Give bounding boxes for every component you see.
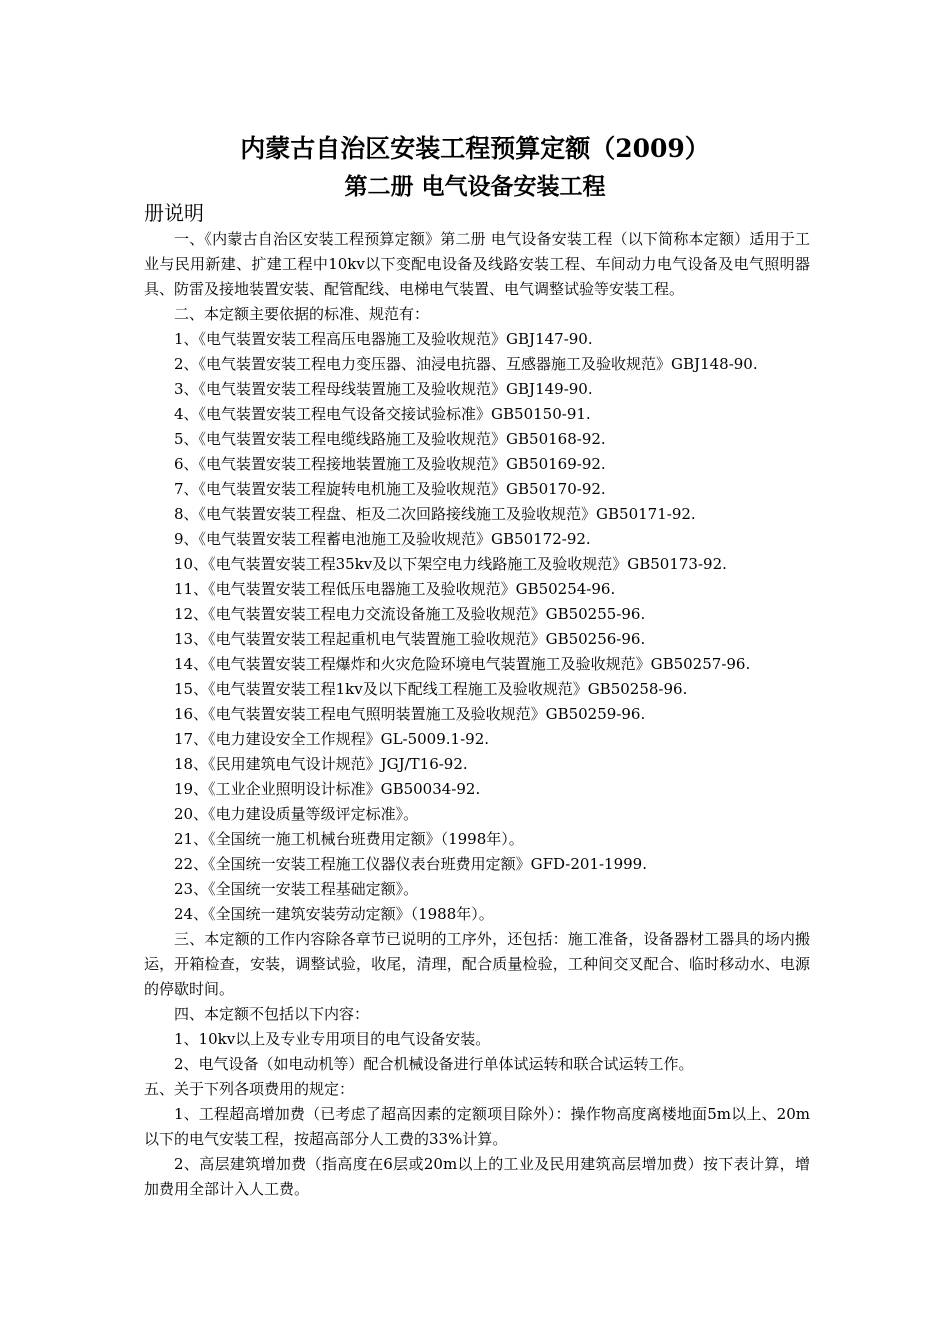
- section-heading: 册说明: [144, 201, 204, 225]
- standard-item: 8、《电气装置安装工程盘、柜及二次回路接线施工及验收规范》GB50171-92.: [174, 505, 696, 523]
- standard-item: 15、《电气装置安装工程1kv及以下配线工程施工及验收规范》GB50258-96.: [174, 680, 688, 698]
- standard-item: 4、《电气装置安装工程电气设备交接试验标准》GB50150-91.: [174, 405, 591, 423]
- document-subtitle: 第二册 电气设备安装工程: [344, 173, 606, 200]
- standard-item: 17、《电力建设安全工作规程》GL-5009.1-92.: [174, 730, 490, 748]
- standard-item: 23、《全国统一安装工程基础定额》。: [174, 880, 419, 898]
- standard-item: 20、《电力建设质量等级评定标准》。: [174, 805, 419, 823]
- standard-item: 7、《电气装置安装工程旋转电机施工及验收规范》GB50170-92.: [174, 480, 606, 498]
- paragraph-fees: 五、关于下列各项费用的规定：: [144, 1080, 355, 1098]
- standard-item: 22、《全国统一安装工程施工仪器仪表台班费用定额》GFD-201-1999.: [174, 855, 647, 873]
- paragraph-work-content: 三、本定额的工作内容除各章节已说明的工序外，还包括：施工准备，设备器材工器具的场内搬运，开箱检查，安装，调整试验，收尾，清理，配合质量检验，工种间交叉配合、临时移动水、电源的停歇时间。: [144, 930, 810, 998]
- standard-item: 3、《电气装置安装工程母线装置施工及验收规范》GBJ149-90.: [174, 380, 593, 398]
- standards-list: [144, 327, 810, 927]
- paragraph-standards-intro: 二、本定额主要依据的标准、规范有：: [174, 305, 430, 323]
- standard-item: 16、《电气装置安装工程电气照明装置施工及验收规范》GB50259-96.: [174, 705, 646, 723]
- document-body: [144, 227, 810, 1202]
- standard-item: 13、《电气装置安装工程起重机电气装置施工验收规范》GB50256-96.: [174, 630, 646, 648]
- standard-item: 10、《电气装置安装工程35kv及以下架空电力线路施工及验收规范》GB50173-92.: [174, 555, 727, 573]
- standard-item: 11、《电气装置安装工程低压电器施工及验收规范》GB50254-96.: [174, 580, 616, 598]
- standard-item: 2、《电气装置安装工程电力变压器、油浸电抗器、互感器施工及验收规范》GBJ148-90.: [174, 355, 758, 373]
- standard-item: 12、《电气装置安装工程电力交流设备施工及验收规范》GB50255-96.: [174, 605, 646, 623]
- standard-item: 18、《民用建筑电气设计规范》JGJ/T16-92.: [174, 755, 468, 773]
- exclusion-item: 2、电气设备（如电动机等）配合机械设备进行单体试运转和联合试运转工作。: [174, 1055, 694, 1073]
- fee-item: 2、高层建筑增加费（指高度在6层或20m以上的工业及民用建筑高层增加费）按下表计算，增加费用全部计入人工费。: [144, 1155, 810, 1198]
- exclusion-item: 1、10kv以上及专业专用项目的电气设备安装。: [174, 1030, 491, 1048]
- standard-item: 19、《工业企业照明设计标准》GB50034-92.: [174, 780, 481, 798]
- standard-item: 9、《电气装置安装工程蓄电池施工及验收规范》GB50172-92.: [174, 530, 591, 548]
- paragraph-exclusions: 四、本定额不包括以下内容：: [174, 1005, 370, 1023]
- paragraph-scope: 一、《内蒙古自治区安装工程预算定额》第二册 电气设备安装工程（以下简称本定额）适用于工业与民用新建、扩建工程中10kv以下变配电设备及线路安装工程、车间动力电气设备及电气照明器具、防雷及接地装置安装、配管配线、电梯电气装置、电气调整试验等安装工程。: [144, 230, 810, 298]
- standard-item: 14、《电气装置安装工程爆炸和火灾危险环境电气装置施工及验收规范》GB50257-96.: [174, 655, 751, 673]
- standard-item: 24、《全国统一建筑安装劳动定额》（1988年）。: [174, 905, 494, 923]
- standard-item: 6、《电气装置安装工程接地装置施工及验收规范》GB50169-92.: [174, 455, 606, 473]
- standard-item: 1、《电气装置安装工程高压电器施工及验收规范》GBJ147-90.: [174, 330, 593, 348]
- standard-item: 5、《电气装置安装工程电缆线路施工及验收规范》GB50168-92.: [174, 430, 606, 448]
- standard-item: 21、《全国统一施工机械台班费用定额》（1998年）。: [174, 830, 524, 848]
- document-title: 内蒙古自治区安装工程预算定额（2009）: [240, 134, 710, 163]
- fee-item: 1、工程超高增加费（已考虑了超高因素的定额项目除外）：操作物高度离楼地面5m以上、20m以下的电气安装工程，按超高部分人工费的33%计算。: [144, 1105, 810, 1148]
